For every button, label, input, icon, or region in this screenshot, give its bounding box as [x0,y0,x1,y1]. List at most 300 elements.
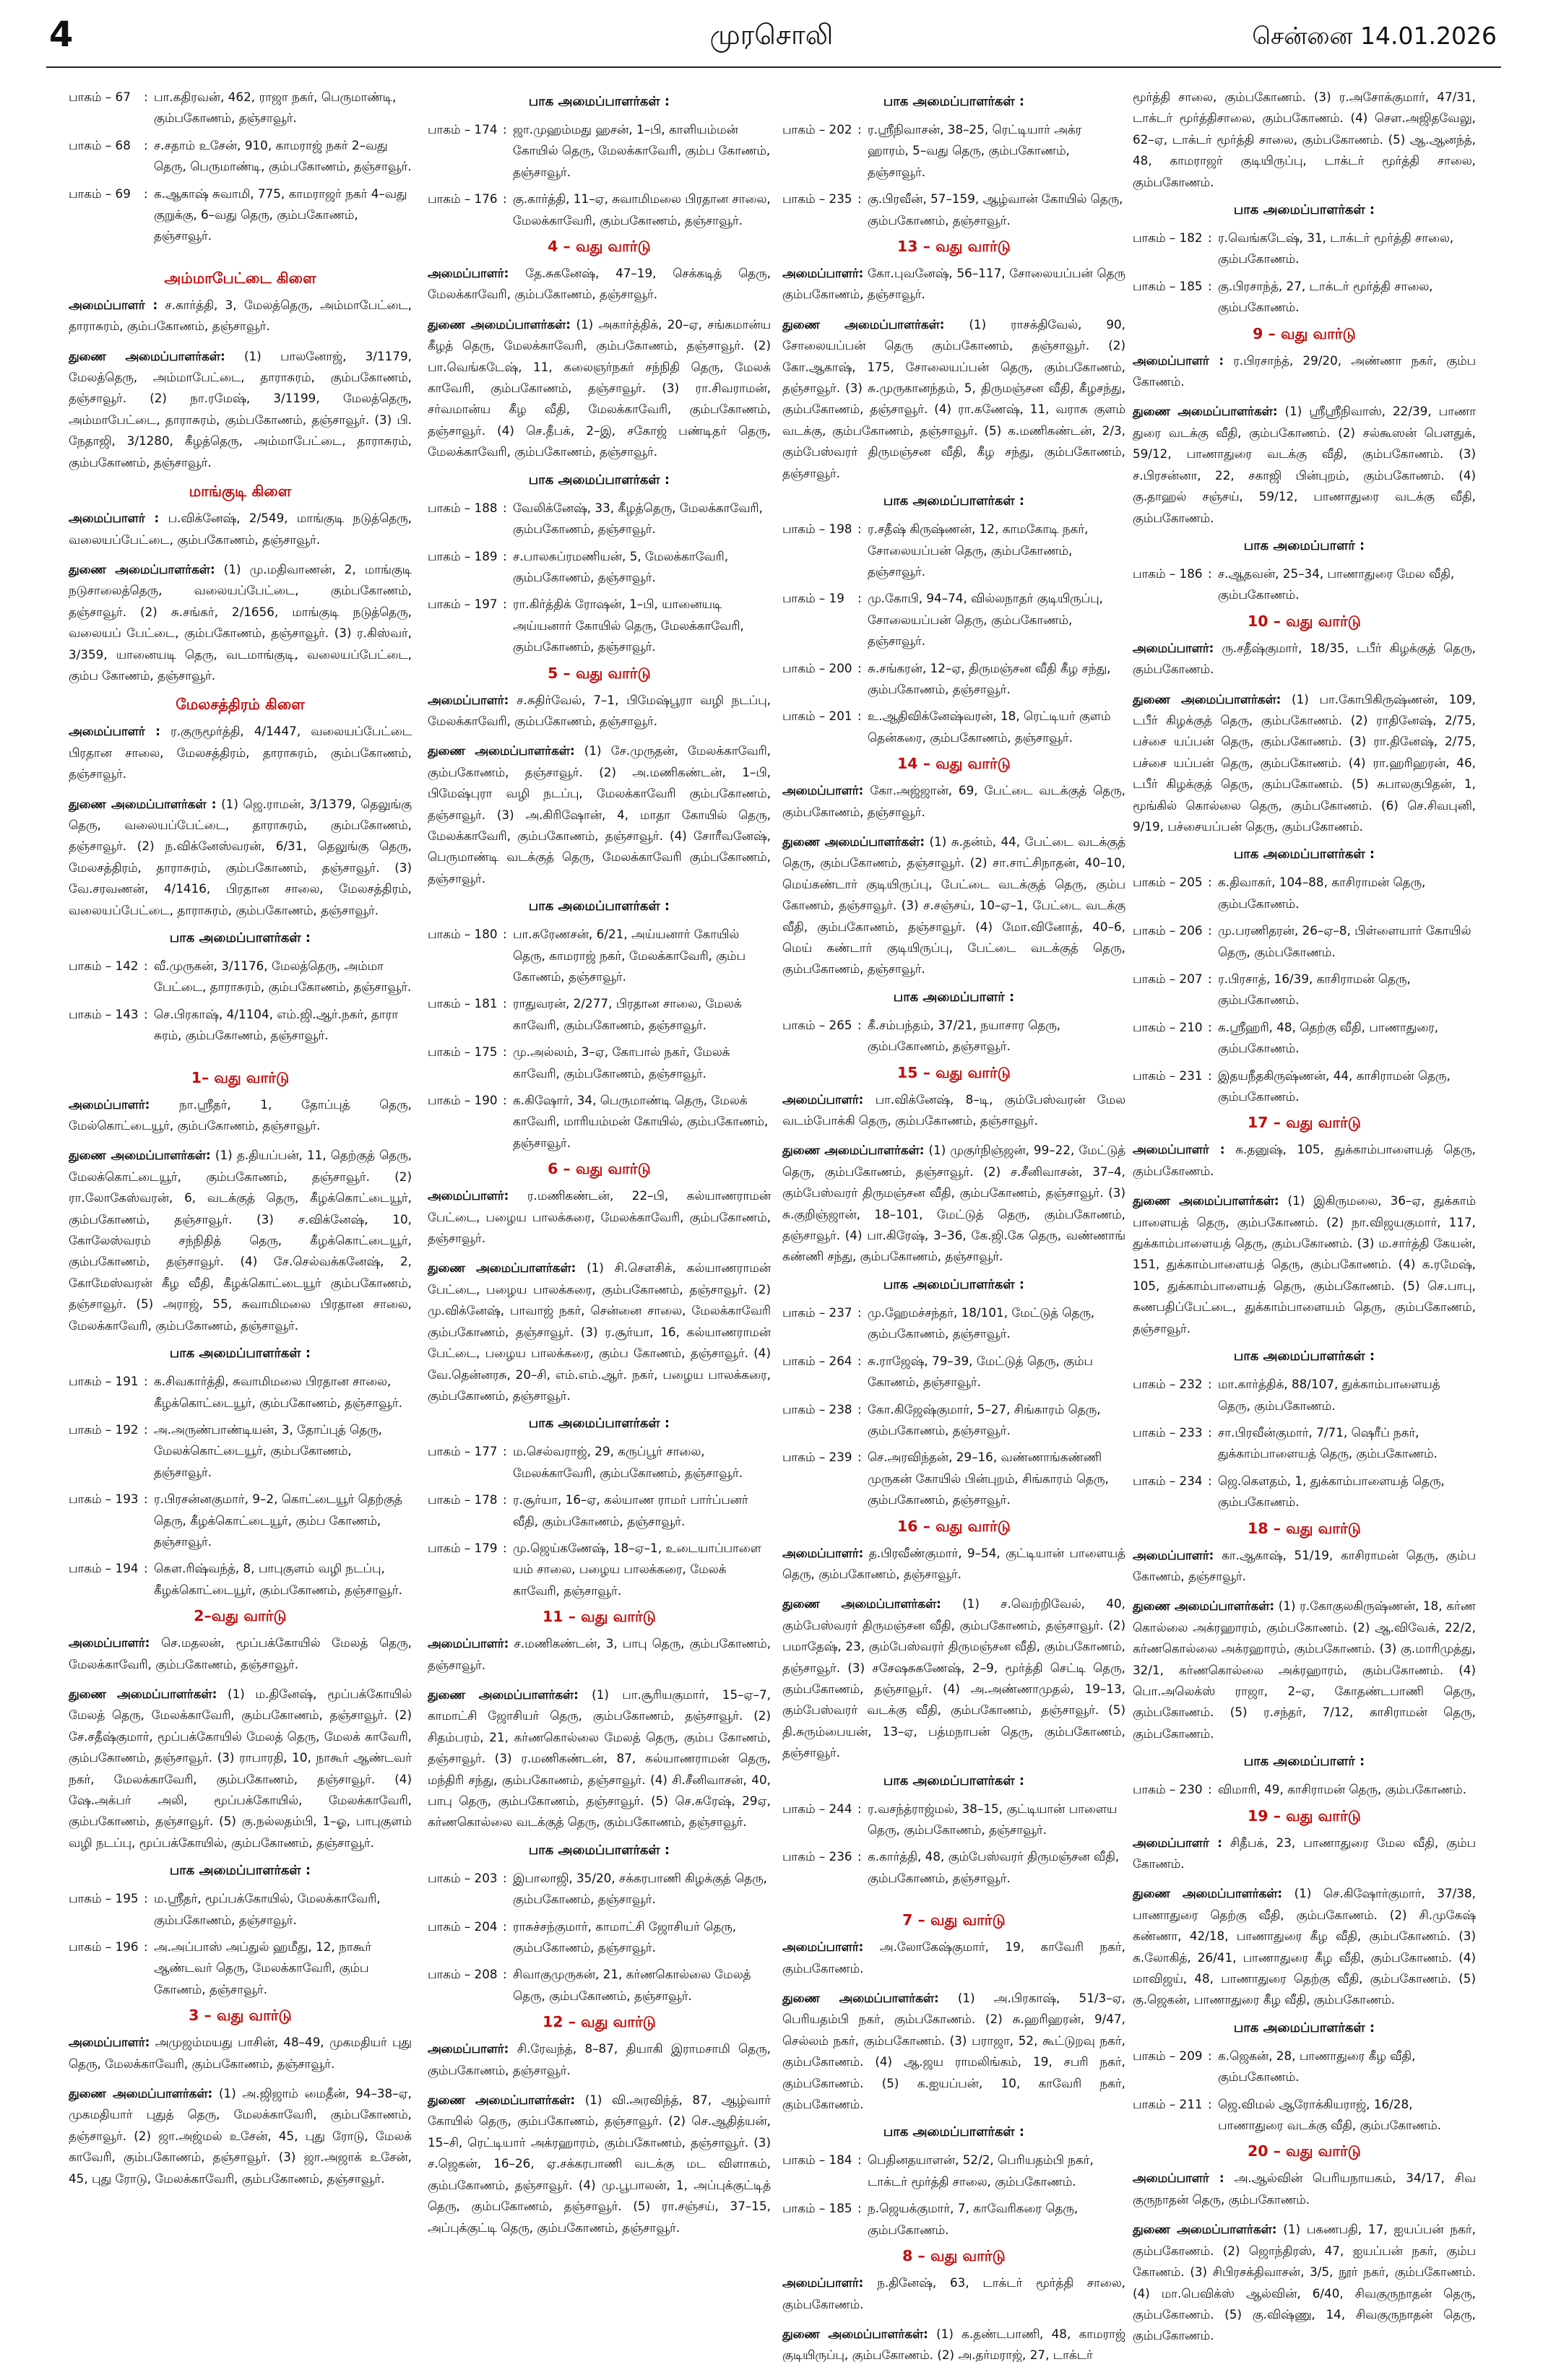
booth-entry [1133,1422,1476,1465]
separator-colon: : [144,1006,148,1021]
booth-entry [782,1399,1125,1442]
separator-colon: : [503,191,507,207]
booth-entry [782,1846,1125,1889]
booth-number: பாகம் – 206 [1133,923,1203,938]
officer-text: (1) பகணபதி, 17, ஐயப்பன் நகர், கும்பகோணம். (2) ஜொந்திரஸ், 47, ஐயப்பன் நகர், கும்ப கோணம். (3) சிபிரசக்திவாசன், 3/5, நூர் நகர், கும்பகோணம். (4) மா.பெவிக்ஸ் ஆல்வின், 6/40, சிவகுருநாதன் தெரு, கும்பகோணம். (5) கு.விஷ்ணு, 14, சிவகுருநாதன் தெரு, கும்பகோணம். [1133,2222,1476,2343]
booth-number: பாகம் – 234 [1133,1473,1203,1488]
booth-entry [428,1489,771,1532]
booth-officer: அ.அப்பாஸ் அப்துல் ஹமீது, 12, நாகூர் ஆண்டவர் தெரு, மேலக்காவேரி, கும்ப கோணம், தஞ்சாவூர். [154,1939,372,1996]
role-label: அமைப்பாளர்: [782,2275,864,2290]
role-label: அமைப்பாளர் : [69,724,160,739]
officer-text: (1) ஸ்ரீஸ்ரீநிவாஸ், 22/39, பாணா துரை வடக்கு வீதி, கும்பகோணம். (2) சல்கூஸன் பௌதுக், 59/12, பாணாதுரை வடக்கு வீதி, கும்பகோணம். (3) ச.பிரசன்னா, 22, சகாஜி பின்புறம், கும்பகோணம். (4) கு.தாஹல் சஞ்சய், 59/12, பாணாதுரை வடக்கு வீதி, கும்பகோணம். [1133,404,1476,525]
officer-paragraph [69,721,412,784]
booth-entry [1133,1065,1476,1108]
officer-text: கோ.புவனேஷ், 56–117, சோலையப்பன் தெரு கும்பகோணம், தஞ்சாவூர். [782,266,1125,302]
booth-officer: ஜா.முஹம்மது ஹசன், 1–பி, காளியம்மன் கோயில் தெரு, மேலக்காவேரி, கும்ப கோணம், தஞ்சாவூர். [513,122,771,179]
role-label: அமைப்பாளர்: [69,2035,150,2050]
booth-number: பாகம் – 190 [428,1093,498,1108]
section-subheading: பாக அமைப்பாளர்கள் : [528,1416,670,1432]
booth-officer: க.கிஷோர், 34, பெருமாண்டி தெரு, மேலக் காவேரி, மாரியம்மன் கோயில், கும்பகோணம், தஞ்சாவூர். [513,1093,769,1150]
city-date: சென்னை 14.01.2026 [1252,22,1497,50]
separator-colon: : [1208,1068,1212,1083]
booth-entry [1133,228,1476,270]
ward-heading: 13 – வது வார்டு [897,238,1011,256]
booth-number: பாகம் – 179 [428,1540,498,1555]
booth-officer: சு.ராஜேஷ், 79–39, மேட்டுத் தெரு, கும்ப கோணம், தஞ்சாவூர். [868,1353,1093,1390]
separator-colon: : [503,996,507,1011]
booth-officer: பா.சுரேணசன், 6/21, அய்யனார் கோயில் தெரு, காமராஜ் நகர், மேலக்காவேரி, கும்ப கோணம், தஞ்சாவூர். [513,927,746,984]
role-label: துணை அமைப்பாளர்கள்: [782,1143,925,1158]
booth-number: பாகம் – 188 [428,500,498,515]
booth-officer: மு.கோபி, 94–74, வில்லநாதர் குடியிருப்பு, சோலையப்பன் தெரு, கும்பகோணம், தஞ்சாவூர். [868,591,1103,649]
booth-number: பாகம் – 67 [69,90,131,104]
booth-officer: ம.ஸ்ரீதர், மூப்பக்கோயில், மேலக்காவேரி, கும்பகோணம், தஞ்சாவூர். [154,1891,381,1927]
officer-paragraph [69,794,412,921]
officer-text: (1) அகார்த்திக், 20–ஏ, சங்கமான்ய கீழத் தெரு, மேலக்காவேரி, கும்பகோணம், தஞ்சாவூர். (2) பா.வெங்கடேஷ், 11, கலைஞர்நகர் சந்நிதி தெரு, மேலக் காவேரி, கும்பகோணம், தஞ்சாவூர். (3) ரா.சிவராமன், சர்வமான்ய கீழ வீதி, மேலக்காவேரி, கும்பகோணம், தஞ்சாவூர். (4) செ.தீபக், 2–இ, சகோஜ் பண்டிதர் தெரு, மேலக்காவேரி, கும்பகோணம், தஞ்சாவூர். [428,316,771,459]
booth-entry [428,189,771,231]
ward-heading: அம்மாபேட்டை கிளை [164,269,316,287]
separator-colon: : [857,191,862,207]
section-subheading: பாக அமைப்பாளர்கள் : [169,930,311,945]
booth-officer: சிவாகுமுருகன், 21, கர்ணகொல்லை மேலத் தெரு, கும்பகோணம், தஞ்சாவூர். [513,1967,751,2003]
booth-entry [428,119,771,183]
role-label: துணை அமைப்பாளர்கள்: [782,834,925,849]
column-3 [782,87,1125,2362]
booth-entry [428,924,771,987]
officer-paragraph [428,1633,771,1676]
booth-number: பாகம் – 204 [428,1918,498,1934]
role-label: துணை அமைப்பாளர்கள்: [1133,691,1281,706]
separator-colon: : [503,1870,507,1885]
separator-colon: : [503,1044,507,1060]
booth-officer: கு.பிரசாந்த், 27, டாக்டர் மூர்த்தி சாலை, கும்பகோணம். [1218,278,1433,315]
officer-text: அ.ஆல்வின் பெரியநாயகம், 34/17, சிவ குருநாதன் தெரு, கும்பகோணம். [1133,2171,1476,2207]
role-label: துணை அமைப்பாளர்கள் : [69,796,217,811]
separator-colon: : [1208,972,1212,986]
booth-number: பாகம் – 211 [1133,2096,1203,2111]
booth-officer: ந.ஜெயக்குமார், 7, காவேரிகரை தெரு, கும்பகோணம். [868,2201,1079,2237]
booth-entry [69,1419,412,1483]
page-number: 4 [49,14,74,55]
booth-entry [1133,1374,1476,1416]
role-label: துணை அமைப்பாளர்கள்: [782,1596,941,1611]
role-label: துணை அமைப்பாளர்கள்: [428,743,575,758]
officer-paragraph [69,559,412,686]
separator-colon: : [857,1450,862,1465]
separator-colon: : [857,2152,862,2168]
officer-paragraph [1133,350,1476,393]
role-label: துணை அமைப்பாளர்கள்: [428,316,571,332]
separator-colon: : [503,1444,507,1459]
separator-colon: : [857,709,862,724]
section-subheading: பாக அமைப்பாளர்கள் : [883,2124,1025,2140]
officer-text: அமுஜம்மயது பாசின், 48–49, முகமதியர் புது தெரு, மேலக்காவேரி, கும்பகோணம், தஞ்சாவூர். [69,2035,412,2071]
booth-officer: மு.ஹேமச்சந்தர், 18/101, மேட்டுத் தெரு, கும்பகோணம், தஞ்சாவூர். [868,1304,1095,1341]
separator-colon: : [503,1093,507,1108]
role-label: அமைப்பாளர் : [1133,352,1224,368]
booth-officer: கௌ.ரிஷ்வந்த், 8, பாபுகுளம் வழி நடப்பு, கீழக்கொட்டையூர், கும்பகோணம், தஞ்சாவூர். [154,1561,402,1597]
booth-officer: சா.பிரவீன்குமார், 7/71, ஷெரீப் நகர், துக்காம்பாளையத் தெரு, கும்பகோணம். [1218,1424,1438,1461]
booth-entry [782,588,1125,652]
booth-entry [782,1799,1125,1841]
booth-officer: ர.வசந்த்ராஜ்மல், 38–15, குட்டியான் பாளைய தெரு, கும்பகோணம், தஞ்சாவூர். [868,1801,1118,1837]
separator-colon: : [503,1967,507,1982]
officer-text: (1) ச.வெற்றிவேல், 40, கும்பேஸ்வரர் திருமஞ்சன வீதி, கும்பகோணம், தஞ்சாவூர். (2) பமாதேஷ், 23, கும்பேஸ்வரர் திருமஞ்சன வீதி, கும்பகோணம், தஞ்சாவூர். (3) சசேஷசுகணேஷ், 2–9, மூர்த்தி செட்டி தெரு, கும்பகோணம், தஞ்சாவூர். (4) அ.அண்ணாமுதல், 19–13, கும்பேஸ்வரர் வடக்கு வீதி, கும்பகோணம், தஞ்சாவூர். (5) தி.சுரும்பையன், 13–ஏ, பத்மநாபன் தெரு, கும்பகோணம், தஞ்சாவூர். [782,1596,1125,1760]
booth-officer: மு.பரணிதரன், 26–ஏ–8, பிள்ளையார் கோயில் தெரு, கும்பகோணம். [1218,923,1471,959]
booth-number: பாகம் – 210 [1133,1019,1203,1034]
booth-officer: பெதினதயாளன், 52/2, பெரியதம்பி நகர், டாக்டர் மூர்த்தி சாலை, கும்பகோணம். [868,2152,1094,2189]
separator-colon: : [857,591,862,606]
booth-officer: மா.கார்த்திக், 88/107, துக்காம்பாளையத் தெரு, கும்பகோணம். [1218,1377,1440,1413]
officer-text: செ.மதலன், மூப்பக்கோயில் மேலத் தெரு, மேலக்காவேரி, கும்பகோணம், தஞ்சாவூர். [69,1635,412,1671]
officer-text: ந.தினேஷ், 63, டாக்டர் மூர்த்தி சாலை, கும்பகோணம். [782,2275,1125,2311]
booth-entry [1133,1017,1476,1060]
section-subheading: பாக அமைப்பாளர்கள் : [1233,847,1375,862]
booth-number: பாகம் – 186 [1133,566,1203,581]
booth-number: பாகம் – 185 [782,2201,852,2216]
officer-paragraph [69,1632,412,1675]
column-1 [69,87,412,2362]
booth-entry [782,2198,1125,2241]
role-label: துணை அமைப்பாளர்கள்: [428,1687,579,1702]
ward-heading: 9 – வது வார்டு [1253,324,1356,342]
booth-number: பாகம் – 197 [428,597,498,612]
booth-officer: ர.பிரசாத், 16/39, காசிராமன் தெரு, கும்பகோணம். [1218,972,1411,1008]
officer-text: (1) பா.சூரியகுமார், 15–ஏ–7, காமாட்சி ஜோசியர் தெரு, கும்பகோணம், தஞ்சாவூர். (2) சிதம்பரம், 21, கர்ணகொல்லை மேலத் தெரு, கும்ப கோணம், தஞ்சாவூர். (3) ர.மணிகண்டன், 87, கல்யாணராமன் தெரு, மந்திரி சந்து, கும்பகோணம், தஞ்சாவூர். (4) சி.சீனிவாசன், 40, பாபு தெரு, கும்பகோணம், தஞ்சாவூர். (5) செ.சுரேஷ், 29ஏ, கர்ணகொல்லை வடக்குத் தெரு, கும்பகோணம், தஞ்சாவூர். [428,1687,771,1830]
booth-number: பாகம் – 19 [782,591,844,606]
officer-paragraph [782,1140,1125,1267]
officer-text: அ.லோகேஷ்குமார், 19, காவேரி நகர், கும்பகோணம். [782,1939,1125,1976]
separator-colon: : [503,122,507,137]
role-label: துணை அமைப்பாளர்கள்: [782,2326,928,2341]
officer-text: (1) சு.தன்ம், 44, பேட்டை வடக்குத் தெரு, கும்பகோணம், தஞ்சாவூர். (2) சா.சாட்சிநாதன், 40–10, மெய்கண்டார் குடியிருப்பு, பேட்டை வடக்குத் தெரு, கும்ப கோணம், தஞ்சாவூர். (3) ச.சஞ்சய், 10–ஏ–1, பேட்டை வடக்கு வீதி, கும்பகோணம், தஞ்சாவூர். (4) மோ.வினோத், 40–6, மெய் கண்டார் குடியிருப்பு, பேட்டை வடக்குத் தெரு, கும்பகோணம், தஞ்சாவூர். [782,834,1125,977]
officer-paragraph [69,346,412,473]
ward-heading: 17 – வது வார்டு [1248,1114,1361,1132]
booth-number: பாகம் – 202 [782,122,852,137]
section-subheading: பாக அமைப்பாளர் : [1243,1754,1365,1770]
section-subheading: பாக அமைப்பாளர்கள் : [528,472,670,488]
officer-paragraph [69,1145,412,1336]
officer-paragraph [428,1185,771,1249]
booth-number: பாகம் – 192 [69,1421,139,1437]
booth-entry [782,119,1125,183]
officer-paragraph [428,2038,771,2081]
booth-officer: ர.ஸ்ரீநிவாசன், 38–25, ரெட்டியார் அக்ர ஹாரம், 5–வது தெரு, கும்பகோணம், தஞ்சாவூர். [868,122,1082,179]
booth-number: பாகம் – 195 [69,1891,139,1906]
booth-entry [782,1015,1125,1057]
ward-heading: 16 – வது வார்டு [897,1517,1011,1535]
booth-number: பாகம் – 181 [428,996,498,1011]
separator-colon: : [503,597,507,612]
booth-number: பாகம் – 265 [782,1017,852,1032]
officer-paragraph [1133,689,1476,838]
role-label: துணை அமைப்பாளர்கள்: [782,316,945,332]
officer-paragraph [1133,2168,1476,2210]
role-label: அமைப்பாளர்: [1133,1547,1214,1562]
booth-officer: வீ.முருகன், 3/1176, மேலத்தெரு, அம்மா பேட்டை, தாராசுரம், கும்பகோணம், தஞ்சாவூர். [154,959,412,995]
officer-paragraph [69,1094,412,1137]
officer-paragraph [1133,1596,1476,1744]
officer-text: ப.விக்னேஷ், 2/549, மாங்குடி நடுத்தெரு, வலையப்பேட்டை, கும்பகோணம், தஞ்சாவூர். [69,511,412,547]
separator-colon: : [144,959,148,973]
booth-officer: ர.சூர்யா, 16–ஏ, கல்யாண ராமர் பார்ப்பனர் வீதி, கும்பகோணம், தஞ்சாவூர். [513,1492,748,1528]
booth-entry [428,1090,771,1154]
booth-officer: க.ஆகாஷ் சுவாமி, 775, காமராஜர் நகர் 4–வது குறுக்கு, 6–வது தெரு, கும்பகோணம், தஞ்சாவூர். [154,186,407,243]
section-subheading: பாக அமைப்பாளர்கள் : [1233,202,1375,218]
booth-officer: இதயநீதகிருஷ்ணன், 44, காசிராமன் தெரு, கும்பகோணம். [1218,1068,1451,1104]
section-subheading: பாக அமைப்பாளர் : [893,989,1015,1005]
ward-heading: 15 – வது வார்டு [897,1063,1011,1081]
separator-colon: : [503,548,507,563]
booth-entry [69,956,412,998]
booth-number: பாகம் – 230 [1133,1782,1203,1797]
role-label: துணை அமைப்பாளர்கள்: [69,561,215,576]
officer-paragraph [428,314,771,463]
officer-text: (1) சி.செளசிக், கல்யாணராமன் பேட்டை, பழைய பாலக்கரை, கும்பகோணம், தஞ்சாவூர். (2) மு.விக்னேஷ், பாவாஜ் நகர், சென்னை சாலை, மேலக்காவேரி கும்பகோணம், தஞ்சாவூர். (3) ர.சூர்யா, 16, கல்யாணராமன் பேட்டை, பழைய பாலக்கரை, கும்ப கோணம், தஞ்சாவூர். (4) வே.தென்னரசு, 20–சி, எம்.எம்.ஆர். நகர், பழைய பாலக்கரை, கும்பகோணம், தஞ்சாவூர். [428,1260,771,1403]
booth-number: பாகம் – 68 [69,137,131,152]
role-label: அமைப்பாளர் : [1133,2171,1224,2186]
booth-entry [1133,1471,1476,1513]
role-label: துணை அமைப்பாளர்கள்: [1133,404,1278,419]
officer-text: (1) பாலனோஜ், 3/1179, மேலத்தெரு, அம்மாபேட்டை, தாராசுரம், கும்பகோணம், தஞ்சாவூர். (2) நா.ரமேஷ், 3/1199, மேலத்தெரு, அம்மாபேட்டை, தாராசுரம், கும்பகோணம், தஞ்சாவூர். (3) பி. நேதாஜி, 3/1280, கீழத்தெரு, அம்மாபேட்டை, தாராசுரம், கும்பகோணம், தஞ்சாவூர். [69,348,412,469]
role-label: அமைப்பாளர் : [69,297,158,312]
role-label: அமைப்பாளர் : [1133,1835,1222,1850]
booth-number: பாகம் – 201 [782,709,852,724]
booth-number: பாகம் – 177 [428,1444,498,1459]
officer-paragraph [428,1258,771,1406]
booth-officer: ர.பிரசன்னகுமார், 9–2, கொட்டையூர் தெற்குத் தெரு, கீழக்கொட்டையூர், கும்ப கோணம், தஞ்சாவூர். [154,1492,402,1549]
officer-text: (1) ர.கோகுலகிருஷ்ணன், 18, கர்ண கொல்லை அக்ரஹாரம், கும்பகோணம். (2) ஆ.விவேக், 22/2, கர்ணகொல்லை அக்ரஹாரம், கும்பகோணம். (3) கு.மாரிமுத்து, 32/1, கர்ணகொல்லை அக்ரஹாரம், கும்பகோணம். (4) பொ.அலெக்ஸ் ராஜா, 2–ஏ, கோதண்டபாணி தெரு, கும்பகோணம். (5) ர.சந்தர், 7/12, காசிராமன் தெரு, கும்பகோணம். [1133,1598,1476,1741]
role-label: அமைப்பாளர் : [1133,1142,1225,1157]
booth-number: பாகம் – 182 [1133,230,1203,246]
officer-text: (1) வி.அரவிந்த், 87, ஆழ்வார் கோயில் தெரு, கும்பகோணம், தஞ்சாவூர். (2) செ.ஆதித்யன், 15–சி, ரெட்டியார் அக்ரஹாரம், கும்பகோணம், தஞ்சாவூர். (3) ச.ஜெகன், 16–26, ஏ.சக்கரபாணி வடக்கு மட விளாகம், கும்பகோணம், தஞ்சாவூர். (4) மு.பூபாலன், 1, அப்புக்குட்டித் தெரு, கும்பகோணம், தஞ்சாவூர். (5) ரா.சஞ்சய், 37–15, அப்புக்குட்டி தெரு, கும்பகோணம், தஞ்சாவூர். [428,2093,771,2235]
ward-heading: 18 – வது வார்டு [1248,1519,1361,1537]
officer-paragraph [428,263,771,306]
ward-heading: 7 – வது வார்டு [902,1911,1006,1929]
booth-entry [69,135,412,178]
role-label: அமைப்பாளர்: [428,2041,509,2056]
ward-heading: 6 – வது வார்டு [548,1160,651,1178]
booth-number: பாகம் – 193 [69,1492,139,1507]
ward-heading: 19 – வது வார்டு [1248,1806,1361,1825]
separator-colon: : [857,1801,862,1816]
booth-entry [69,1004,412,1047]
booth-officer: க.சிவகார்த்தி, சுவாமிமலை பிரதான சாலை, கீழக்கொட்டையூர், கும்பகோணம், தஞ்சாவூர். [154,1374,402,1410]
separator-colon: : [144,137,148,152]
booth-officer: கு.பிரவீன், 57–159, ஆழ்வான் கோயில் தெரு, கும்பகோணம், தஞ்சாவூர். [868,191,1123,228]
officer-paragraph [1133,1832,1476,1875]
separator-colon: : [503,1918,507,1934]
booth-officer: கு.கார்த்தி, 11–ஏ, சுவாமிமலை பிரதான சாலை, மேலக்காவேரி, கும்பகோணம், தஞ்சாவூர். [513,191,771,228]
booth-number: பாகம் – 231 [1133,1068,1203,1083]
officer-text: ரு.சதீஷ்குமார், 18/35, டபீர் கிழக்குத் தெரு, கும்பகோணம். [1133,640,1476,677]
separator-colon: : [144,1891,148,1906]
role-label: துணை அமைப்பாளர்கள்: [69,2086,213,2101]
booth-number: பாகம் – 208 [428,1967,498,1982]
separator-colon: : [503,500,507,515]
officer-paragraph [428,740,771,889]
officer-text: ர.பிரசாந்த், 29/20, அண்ணா நகர், கும்ப கோணம். [1133,352,1476,389]
booth-number: பாகம் – 194 [69,1561,139,1576]
ward-heading: 8 – வது வார்டு [902,2247,1006,2265]
ward-heading: 11 – வது வார்டு [543,1608,656,1626]
officer-text: (1) முகுர்நிஞ்ஜன், 99–22, மேட்டுத் தெரு, கும்பகோணம், தஞ்சாவூர். (2) ச.சீனிவாசன், 37–4, கும்பேஸ்வரர் திருமஞ்சன வீதி, கும்பகோணம், தஞ்சாவூர். (3) சு.குறிஞ்ஜான், 18–101, மேட்டுத் தெரு, கும்பகோணம், தஞ்சாவூர். (4) பா.கிரேஷ், 3–36, கே.ஜி.கே தெரு, வண்ணாங் கண்ணி சந்து, கும்பகோணம், தஞ்சாவூர். [782,1143,1125,1264]
role-label: அமைப்பாளர்: [782,266,864,281]
officer-paragraph [69,1684,412,1853]
officer-paragraph [1133,401,1476,528]
separator-colon: : [1208,278,1212,293]
booth-entry [69,1489,412,1552]
officer-text: கா.ஆகாஷ், 51/19, காசிராமன் தெரு, கும்ப கோணம், தஞ்சாவூர். [1133,1547,1476,1583]
role-label: துணை அமைப்பாளர்கள்: [1133,1193,1279,1208]
booth-entry [428,1916,771,1959]
column-4 [1133,87,1476,2362]
role-label: துணை அமைப்பாளர்கள்: [69,1686,217,1701]
booth-entry [69,1888,412,1931]
officer-text: ர.மணிகண்டன், 22–பி, கல்யாணராமன் பேட்டை, பழைய பாலக்கரை, மேலக்காவேரி, கும்பகோணம், தஞ்சாவூர். [428,1188,771,1246]
booth-entry [428,993,771,1036]
officer-paragraph [428,1684,771,1833]
booth-officer: சு.சங்கரன், 12–ஏ, திருமஞ்சன வீதி கீழ சந்து, கும்பகோணம், தஞ்சாவூர். [868,660,1111,696]
separator-colon: : [857,122,862,137]
booth-number: பாகம் – 176 [428,191,498,207]
officer-text: (1) இகிருமலை, 36–ஏ, துக்காம் பாளையத் தெரு, கும்பகோணம். (2) நா.விஜயகுமார், 117, துக்காம்பாளையத் தெரு, கும்பகோணம். (3) ம.சார்த்தி கேயன், 151, துக்காம்பாளையத் தெரு, கும்பகோணம். (4) க.ரமேஷ், 105, துக்காம்பாளையத் தெரு, கும்பகோணம். (5) செ.பாபு, சுணபதிப்பேட்டை, துக்காம்பாளையம் தெரு, கும்பகோணம், தஞ்சாவூர். [1133,1193,1476,1336]
officer-text: த.பிரவீண்குமார், 9–54, குட்டியான் பாளையத் தெரு, கும்பகோணம், தஞ்சாவூர். [782,1545,1125,1581]
officer-paragraph [782,831,1125,980]
officer-paragraph [69,2032,412,2074]
separator-colon: : [503,1492,507,1507]
booth-officer: செ.அரவிந்தன், 29–16, வண்ணாங்கண்ணி முருகன் கோயில் பின்புறம், சிங்காரம் தெரு, கும்பகோணம், தஞ்சாவூர். [868,1450,1109,1507]
officer-text: (1) சே.முருதன், மேலக்காவேரி, கும்பகோணம், தஞ்சாவூர். (2) அ.மணிகண்டன், 1–பி, பிமேஷ்புரா வழி நடப்பு, மேலக்காவேரி கும்பகோணம், தஞ்சாவூர். (3) அ.கிரிஷோன், 4, மாதா கோயில் தெரு, மேலக்காவேரி, கும்பகோணம், தஞ்சாவூர். (4) சோரீவனேஷ், பெருமாண்டி வடக்குத் தெரு, மேலக்காவேரி கும்பகோணம், தஞ்சாவூர். [428,743,771,886]
section-subheading: பாக அமைப்பாளர்கள் : [883,94,1025,109]
officer-paragraph [1133,87,1476,193]
booth-number: பாகம் – 142 [69,959,139,973]
booth-entry [428,1964,771,2007]
booth-officer: ராதுவரன், 2/277, பிரதான சாலை, மேலக் காவேரி, கும்பகோணம், தஞ்சாவூர். [513,996,742,1032]
ward-heading: 3 – வது வார்டு [189,2007,292,2025]
booth-officer: ச.ஆதவன், 25–34, பாணாதுரை மேல வீதி, கும்பகோணம். [1218,566,1455,602]
officer-paragraph [69,2083,412,2189]
role-label: அமைப்பாளர்: [69,1635,150,1650]
officer-paragraph [1133,2219,1476,2346]
officer-text: (1) த.தியப்பன், 11, தெற்குத் தெரு, மேலக்கொட்டையூர், கும்பகோணம், தஞ்சாவூர். (2) ரா.லோகேஸ்வரன், 6, வடக்குத் தெரு, கீழக்கொட்டையூர், கும்பகோணம், தஞ்சாவூர். (3) ச.விக்னேஷ், 10, கோலேஸ்வரம் சந்நிதித் தெரு, கீழக்கொட்டையூர், கும்பகோணம், தஞ்சாவூர். (4) சே.செல்வக்கனேஷ், 2, கோமேஸ்வரன் கீழ வீதி, கீழக்கொட்டையூர் கும்பகோணம், தஞ்சாவூர். (5) அராஜ், 55, சுவாமிமலை பிரதான சாலை, மேலக்காவேரி, கும்பகோணம், தஞ்சாவூர். [69,1148,412,1333]
booth-number: பாகம் – 143 [69,1006,139,1021]
role-label: துணை அமைப்பாளர்கள்: [428,2093,576,2108]
role-label: துணை அமைப்பாளர்கள்: [1133,1598,1275,1614]
section-subheading: பாக அமைப்பாளர்கள் : [1233,1349,1375,1364]
booth-number: பாகம் – 235 [782,191,852,207]
booth-officer: செ.பிரகாஷ், 4/1104, எம்.ஜி.ஆர்.நகர், தாரா சுரம், கும்பகோணம், தஞ்சாவூர். [154,1006,399,1043]
booth-number: பாகம் – 178 [428,1492,498,1507]
booth-entry [428,1868,771,1911]
booth-entry [69,183,412,247]
officer-paragraph [782,1089,1125,1132]
officer-text: (1) பா.கோபிகிருஷ்ணன், 109, டபீர் கிழக்குத் தெரு, கும்பகோணம். (2) ராதினேஷ், 2/75, பச்சை யப்பன் தெரு, கும்பகோணம். (3) ரா.தினேஷ், 2/75, பச்சை யப்பன் தெரு, கும்பகோணம். (4) ரா.ஹரிஹரன், 46, டபீர் கிழக்குத் தெரு, கும்பகோணம். (5) சுபாலகுபிதன், 1, மூங்கில் கொல்லை தெரு, கும்பகோணம். (6) செ.சிவபுனி, 9/19, பச்சையப்பன் தெரு, கும்பகோணம். [1133,691,1476,834]
separator-colon: : [857,1304,862,1320]
officer-text: சிதீபக், 23, பாணாதுரை மேல வீதி, கும்ப கோணம். [1133,1835,1476,1871]
role-label: அமைப்பாளர்: [428,692,509,707]
separator-colon: : [144,1561,148,1576]
ward-heading: 5 – வது வார்டு [548,664,651,682]
officer-text: ச.சுதிர்வேல், 7–1, பிமேஷ்பூரா வழி நடப்பு, மேலக்காவேரி, கும்பகோணம், தஞ்சாவூர். [428,692,771,728]
booth-entry [782,1351,1125,1393]
ward-heading: 12 – வது வார்டு [543,2013,656,2031]
booth-entry [782,189,1125,231]
separator-colon: : [857,522,862,537]
role-label: அமைப்பாளர்: [69,1096,150,1112]
officer-text: மூர்த்தி சாலை, கும்பகோணம். (3) ர.அசோக்குமார், 47/31, டாக்டர் மூர்த்திசாலை, கும்பகோணம். (4) சௌ.அஜிதவேலு, 62–ஏ, டாக்டர் மூர்த்தி சாலை, கும்பகோணம். (5) ஆ.ஆனந்த், 48, காமராஜர் குடியிருப்பு, டாக்டர் மூர்த்தி சாலை, கும்பகோணம். [1133,90,1476,189]
booth-officer: மு.அல்லம், 3–ஏ, கோபால் நகர், மேலக் காவேரி, கும்பகோணம், தஞ்சாவூர். [513,1044,730,1081]
booth-number: பாகம் – 180 [428,927,498,942]
separator-colon: : [1208,875,1212,890]
booth-officer: ச.பாலசுப்ரமணியன், 5, மேலக்காவேரி, கும்பகோணம், தஞ்சாவூர். [513,548,729,584]
officer-text: (1) ராசக்திவேல், 90, சோலையப்பன் தெரு கும்பகோணம், தஞ்சாவூர். (2) கோ.ஆகாஷ், 175, சோலையப்பன் தெரு, கும்பகோணம், தஞ்சாவூர். (3) சு.முருகானந்தம், 5, திருமஞ்சன வீதி, கீழசந்து, கும்பகோணம், தஞ்சாவூர். (4) ரா.கணேஷ், 11, வராக குளம் வடக்கு, கும்பகோணம், தஞ்சாவூர். (5) க.மணிகண்டன், 2/3, கும்பேஸ்வரர் திருமஞ்சன வீதி, கீழ சந்து, கும்பகோணம், தஞ்சாவூர். [782,316,1125,480]
booth-number: பாகம் – 233 [1133,1424,1203,1440]
booth-number: பாகம் – 175 [428,1044,498,1060]
officer-text: ர.குருமூர்த்தி, 4/1447, வலையப்பேட்டை பிரதான சாலை, மேலசத்திரம், தாராசுரம், கும்பகோணம், தஞ்சாவூர். [69,724,412,782]
officer-text: (1) மு.மதிவாணன், 2, மாங்குடி நடுசாலைத்தெரு, வலையப்பேட்டை, கும்பகோணம், தஞ்சாவூர். (2) சு.சங்கர், 2/1656, மாங்குடி நடுத்தெரு, வலையப் பேட்டை, கும்பகோணம், தஞ்சாவூர். (3) ர.கிஸ்வர், 3/359, யானையடி தெரு, வடமாங்குடி, வலையப்பேட்டை, கும்ப கோணம், தஞ்சாவூர். [69,561,412,683]
booth-entry [1133,1779,1476,1800]
booth-officer: மு.ஜெய்கணேஷ், 18–ஏ–1, உடையாப்பாளை யம் சாலை, பழைய பாலக்கரை, மேலக் காவேரி, தஞ்சாவூர். [513,1540,761,1598]
booth-entry [428,498,771,540]
ward-heading: 4 – வது வார்டு [548,238,651,256]
booth-entry [1133,872,1476,914]
officer-text: தே.சுகனேஷ், 47–19, செக்கடித் தெரு, மேலக்காவேரி, கும்பகோணம், தஞ்சாவூர். [428,266,771,302]
booth-entry [1133,2094,1476,2137]
officer-text: நா.ஸ்ரீதர், 1, தோப்புத் தெரு, மேல்கொட்டையூர், கும்பகோணம், தஞ்சாவூர். [69,1096,412,1133]
officer-paragraph [782,2272,1125,2315]
booth-officer: இபாலாஜி, 35/20, சக்கரபாணி கிழக்குத் தெரு, கும்பகோணம், தஞ்சாவூர். [513,1870,767,1907]
role-label: அமைப்பாளர்: [782,1091,864,1107]
header-rule [46,66,1501,68]
separator-colon: : [1208,566,1212,581]
booth-officer: கோ.கிஜேஷ்குமார், 5–27, சிங்காரம் தெரு, கும்பகோணம், தஞ்சாவூர். [868,1401,1101,1437]
booth-entry [69,1558,412,1601]
booth-number: பாகம் – 239 [782,1450,852,1465]
role-label: அமைப்பாளர்: [428,1188,509,1203]
section-subheading: பாக அமைப்பாளர்கள் : [528,1842,670,1858]
booth-officer: வேலிக்னேஷ், 33, கீழத்தெரு, மேலக்காவேரி, கும்பகோணம், தஞ்சாவூர். [513,500,763,537]
booth-entry [782,1302,1125,1345]
booth-entry [782,706,1125,748]
role-label: துணை அமைப்பாளர்கள்: [69,348,225,363]
officer-paragraph [69,508,412,550]
officer-text: ச.மணிகண்டன், 3, பாபு தெரு, கும்பகோணம், தஞ்சாவூர். [428,1636,771,1672]
separator-colon: : [144,1374,148,1389]
officer-text: (1) செ.கிஷோர்குமார், 37/38, பாணாதுரை தெற்கு வீதி, கும்பகோணம். (2) சி.முகேஷ் கண்ணா, 42/18, பாணாதுரை கீழ வீதி, கும்பகோணம். (3) க.லோகித், 26/41, பாணாதுரை கீழ வீதி, கும்பகோணம். (4) மாவிஜய், 48, பாணாதுரை தெற்கு வீதி, கும்பகோணம். (5) கு.ஜெகன், பாணாதுரை கீழ வீதி, கும்பகோணம். [1133,1886,1476,2007]
ward-heading: மாங்குடி கிளை [189,483,292,501]
separator-colon: : [1208,2096,1212,2111]
officer-text: (1) அ.பிரகாஷ், 51/3–ஏ, பெரியதம்பி நகர், கும்பகோணம். (2) சு.ஹரிஹரன், 9/47, செல்லம் நகர், கும்பகோணம். (3) பராஜா, 52, கூட்டுறவு நகர், கும்பகோணம். (4) ஆ.ஜய ராமலிங்கம், 19, சபரி நகர், கும்பகோணம். (5) க.ஐயப்பன், 10, காவேரி நகர், கும்பகோணம். [782,1991,1125,2112]
separator-colon: : [857,1017,862,1032]
role-label: அமைப்பாளர்: [428,266,509,281]
ward-heading: 2–வது வார்டு [194,1607,287,1625]
booth-number: பாகம் – 69 [69,186,131,201]
booth-entry [428,1042,771,1084]
booth-officer: ஜெ.விமல் ஆரோக்கியராஜ், 16/28, பாணாதுரை வடக்கு வீதி, கும்பகோணம். [1218,2096,1442,2133]
officer-paragraph [1133,1190,1476,1339]
section-subheading: பாக அமைப்பாளர்கள் : [883,1773,1025,1788]
booth-entry [782,1447,1125,1510]
separator-colon: : [1208,1424,1212,1440]
booth-number: பாகம் – 238 [782,1401,852,1416]
role-label: அமைப்பாளர்: [782,1545,864,1560]
role-label: துணை அமைப்பாளர்கள்: [69,1148,211,1163]
separator-colon: : [1208,1473,1212,1488]
booth-number: பாகம் – 264 [782,1353,852,1368]
booth-officer: க.ஸ்ரீஹரி, 48, தெற்கு வீதி, பாணாதுரை, கும்பகோணம். [1218,1019,1439,1056]
booth-number: பாகம் – 203 [428,1870,498,1885]
